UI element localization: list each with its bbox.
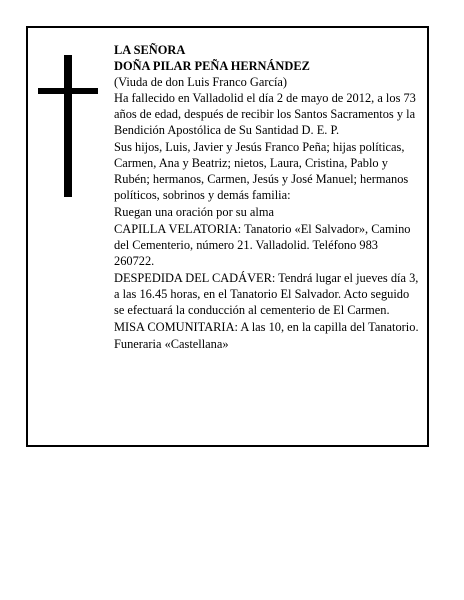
cross-vertical-bar (64, 55, 72, 197)
prayer-request: Ruegan una oración por su alma (114, 205, 274, 219)
widow-line: (Viuda de don Luis Franco García) (114, 75, 288, 89)
obituary-text (114, 42, 420, 352)
farewell-info: DESPEDIDA DEL CADÁVER: Tendrá lugar el jueves día 3, a las 16.45 horas, en el Tanatorio El Salvador. Acto seguido se efectuará la conducción al cementerio de El Carmen. (114, 271, 419, 317)
wake-chapel-info: CAPILLA VELATORIA: Tanatorio «El Salvador», Camino del Cementerio, número 21. Valladolid. Teléfono 983 260722. (114, 222, 411, 268)
latin-cross-icon (38, 55, 98, 197)
family-members: Sus hijos, Luis, Javier y Jesús Franco Peña; hijas políticas, Carmen, Ana y Beatriz; nietos, Laura, Cristina, Pablo y Rubén; hermanos, Carmen, Jesús y José Manuel; hermanos políticos, sobrinos y demás familia: (114, 140, 409, 202)
deceased-name: DOÑA PILAR PEÑA HERNÁNDEZ (114, 59, 310, 73)
obituary-notice (26, 26, 429, 447)
cross-horizontal-bar (38, 88, 98, 94)
funeral-home: Funeraria «Castellana» (114, 337, 229, 351)
mass-info: MISA COMUNITARIA: A las 10, en la capilla del Tanatorio. (114, 320, 419, 334)
death-information: Ha fallecido en Valladolid el día 2 de mayo de 2012, a los 73 años de edad, después de recibir los Santos Sacramentos y la Bendición Apostólica de Su Santidad D. E. P. (114, 91, 416, 137)
title-line: LA SEÑORA (114, 43, 186, 57)
